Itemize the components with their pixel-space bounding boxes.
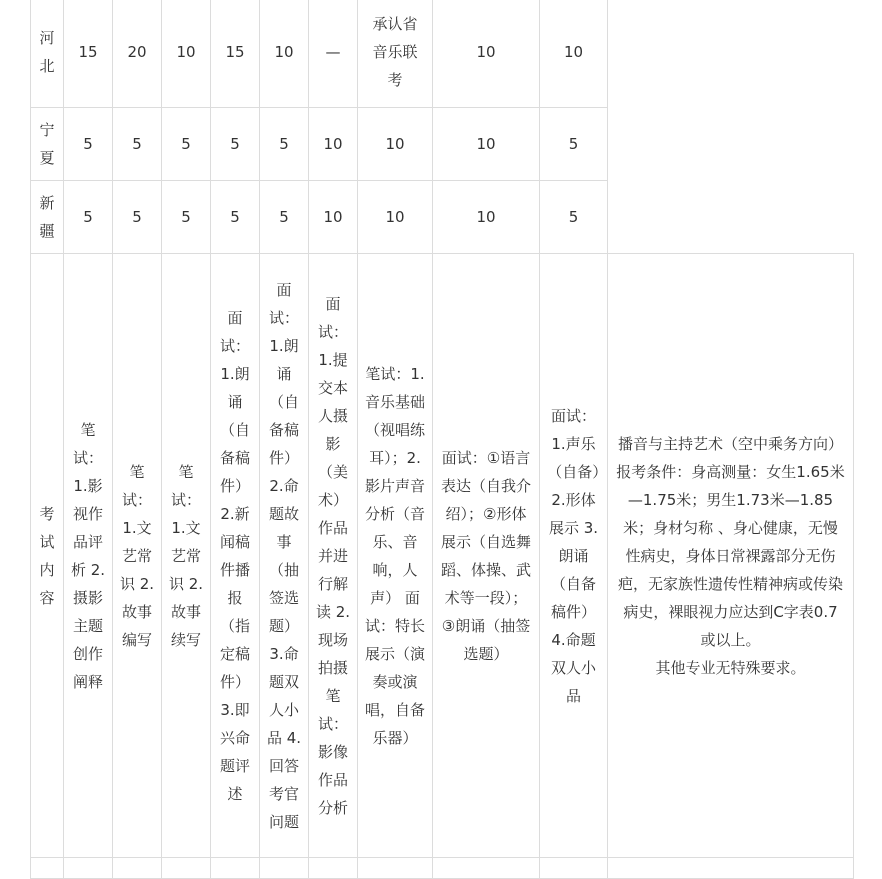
blank-cell (608, 0, 854, 254)
score-cell: 10 (309, 108, 358, 181)
score-cell: 10 (358, 108, 433, 181)
score-cell: 10 (309, 181, 358, 254)
requirements-note (608, 254, 854, 858)
exam-cell: 面试：1.提交本人摄影（美术）作品并进行解读 2.现场拍摄 笔试：影像作品分析 (309, 254, 358, 858)
score-cell: 15 (64, 0, 113, 108)
score-table (30, 0, 854, 879)
score-cell: 承认省音乐联考 (358, 0, 433, 108)
score-cell: 10 (433, 0, 540, 108)
score-cell: — (309, 0, 358, 108)
other-requirements-text: 其他专业无特殊要求。 (655, 658, 806, 677)
exam-cell: 面试：1.朗诵（自备稿件）2.命题故事（抽签选题）3.命题双人小品 4.回答考官问题 (260, 254, 309, 858)
exam-cell: 面试：1.声乐（自备）2.形体展示 3.朗诵（自备稿件）4.命题双人小品 (540, 254, 608, 858)
score-cell: 5 (113, 181, 162, 254)
score-cell: 20 (113, 0, 162, 108)
score-cell: 5 (260, 181, 309, 254)
exam-cell: 笔试：1.文艺常识 2.故事续写 (162, 254, 211, 858)
table-row (31, 254, 854, 858)
score-cell: 5 (540, 181, 608, 254)
score-cell: 10 (358, 181, 433, 254)
requirements-text: 播音与主持艺术（空中乘务方向）报考条件：身高测量：女生1.65米—1.75米；男生1.73米—1.85米；身材匀称 、身心健康，无慢性病史，身体日常裸露部分无伤疤，无家族性遗传性精神病或传染病史，裸眼视力应达到C字表0.7或以上。 (616, 434, 845, 649)
score-cell: 5 (162, 108, 211, 181)
score-table-wrapper (30, 0, 854, 879)
exam-cell: 笔试：1.文艺常识 2.故事编写 (113, 254, 162, 858)
score-cell: 10 (162, 0, 211, 108)
exam-cell: 面试：1.朗诵（自备稿件）2.新闻稿件播报（指定稿件）3.即兴命题评述 (211, 254, 260, 858)
score-cell: 15 (211, 0, 260, 108)
score-cell: 10 (433, 108, 540, 181)
province-cell: 宁夏 (31, 108, 64, 181)
exam-cell: 面试：①语言表达（自我介绍）；②形体展示（自选舞蹈、体操、武术等一段）；③朗诵（抽签选题） (433, 254, 540, 858)
score-cell: 10 (260, 0, 309, 108)
province-cell: 河北 (31, 0, 64, 108)
score-cell: 5 (162, 181, 211, 254)
score-cell: 10 (540, 0, 608, 108)
exam-label-cell: 考试内容 (31, 254, 64, 858)
exam-cell: 笔试：1.音乐基础（视唱练耳）；2.影片声音分析（音乐、音响，人声） 面试：特长展示（演奏或演唱，自备乐器） (358, 254, 433, 858)
score-cell: 5 (260, 108, 309, 181)
exam-cell: 笔试：1.影视作品评析 2.摄影主题创作阐释 (64, 254, 113, 858)
score-cell: 5 (211, 181, 260, 254)
score-cell: 5 (64, 108, 113, 181)
score-cell: 5 (211, 108, 260, 181)
score-cell: 5 (64, 181, 113, 254)
table-row (31, 0, 854, 108)
score-cell: 5 (113, 108, 162, 181)
score-cell: 5 (540, 108, 608, 181)
score-cell: 10 (433, 181, 540, 254)
province-cell: 新疆 (31, 181, 64, 254)
